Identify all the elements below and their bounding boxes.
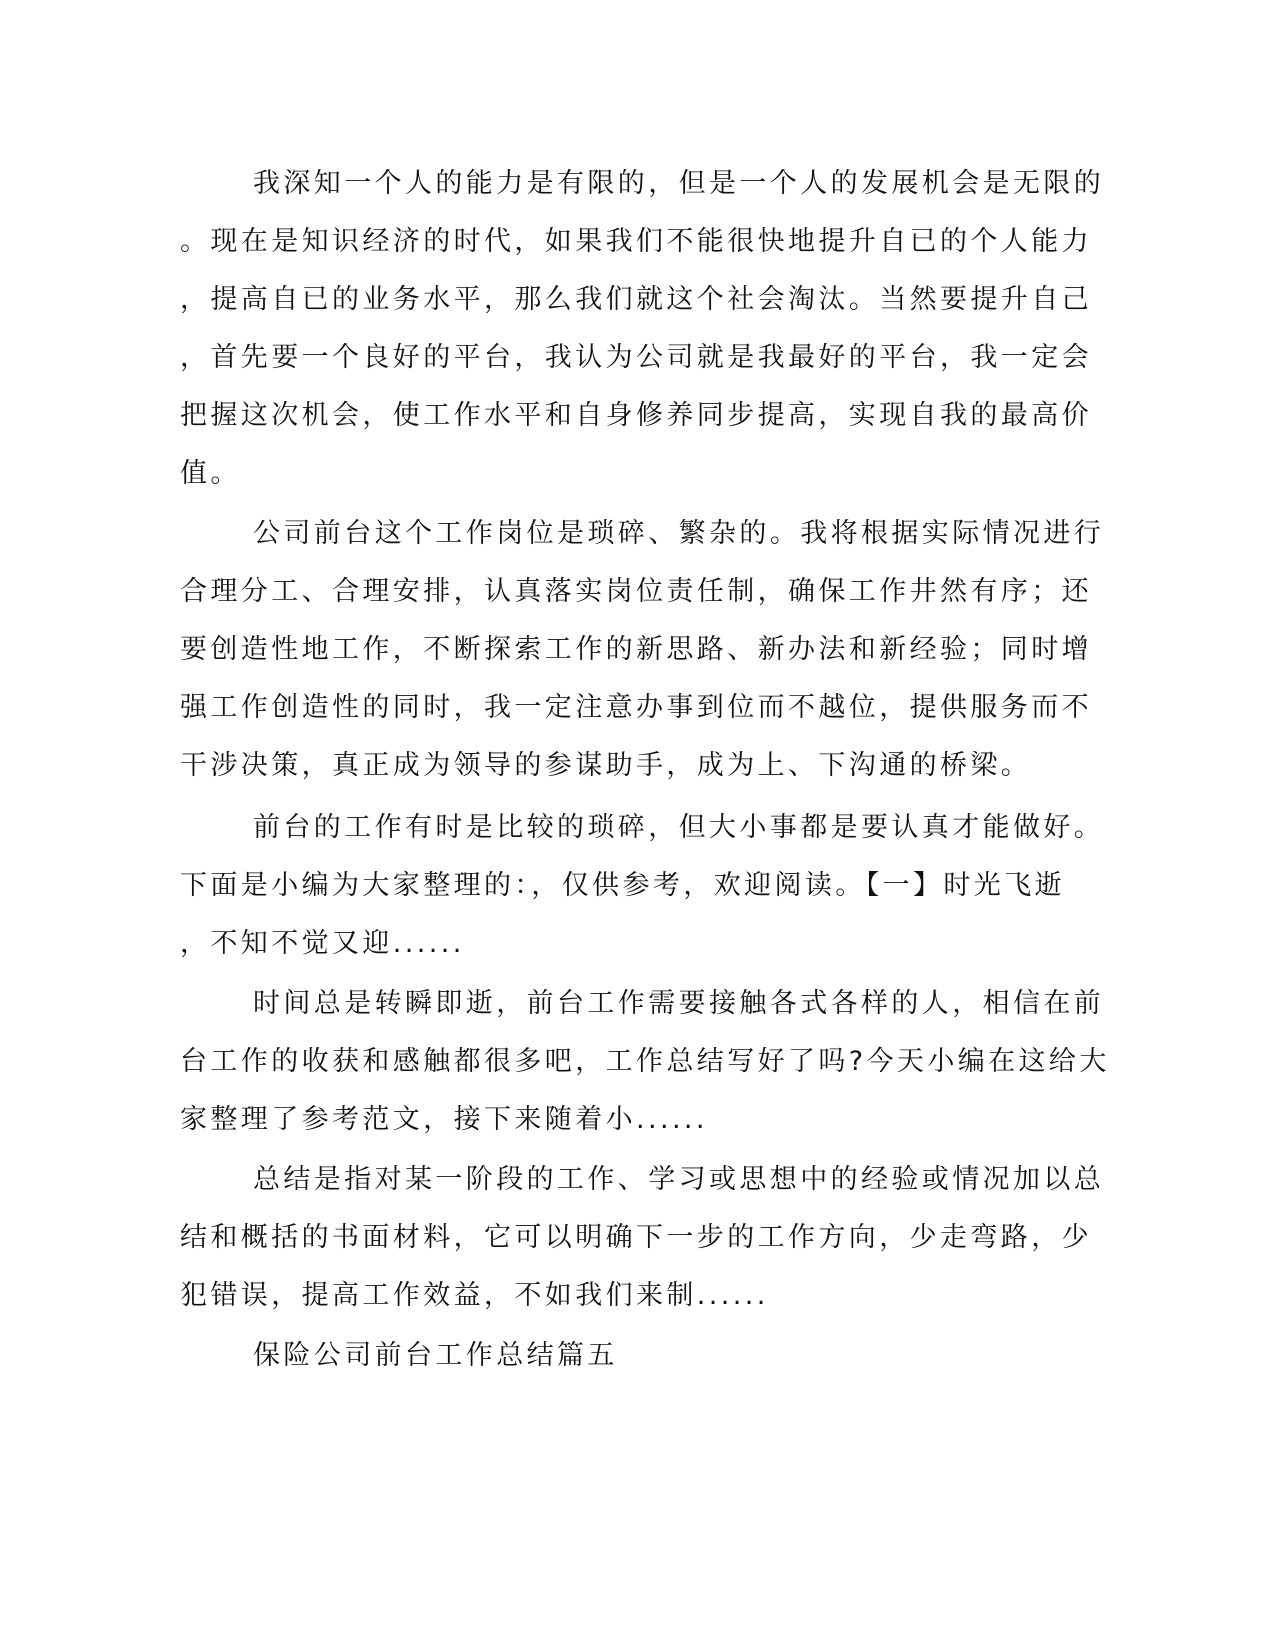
paragraph-5-line-1: 总结是指对某一阶段的工作、学习或思想中的经验或情况加以总 [253, 1164, 1105, 1195]
paragraph-1-line-1: 我深知一个人的能力是有限的，但是一个人的发展机会是无限的 [253, 168, 1105, 199]
section-heading: 保险公司前台工作总结篇五 [253, 1340, 618, 1371]
paragraph-1-line-5: 把握这次机会，使工作水平和自身修养同步提高，实现自我的最高价 [180, 400, 1092, 431]
paragraph-2-line-4: 强工作创造性的同时，我一定注意办事到位而不越位，提供服务而不 [180, 692, 1092, 723]
paragraph-3-line-1: 前台的工作有时是比较的琐碎，但大小事都是要认真才能做好。 [253, 812, 1105, 843]
paragraph-1-line-2: 。现在是知识经济的时代，如果我们不能很快地提升自已的个人能力 [180, 226, 1092, 257]
paragraph-5-line-3: 犯错误，提高工作效益，不如我们来制...... [180, 1280, 769, 1311]
paragraph-2-line-1: 公司前台这个工作岗位是琐碎、繁杂的。我将根据实际情况进行 [253, 518, 1105, 549]
paragraph-2-line-3: 要创造性地工作，不断探索工作的新思路、新办法和新经验；同时增 [180, 634, 1092, 665]
paragraph-1-line-4: ，首先要一个良好的平台，我认为公司就是我最好的平台，我一定会 [180, 342, 1092, 373]
paragraph-5-line-2: 结和概括的书面材料，它可以明确下一步的工作方向，少走弯路，少 [180, 1222, 1092, 1253]
paragraph-1-line-6: 值。 [180, 458, 241, 489]
paragraph-4-line-1: 时间总是转瞬即逝，前台工作需要接触各式各样的人，相信在前 [253, 988, 1105, 1019]
paragraph-1-line-3: ，提高自已的业务水平，那么我们就这个社会淘汰。当然要提升自己 [180, 284, 1092, 315]
paragraph-3-line-2: 下面是小编为大家整理的：，仅供参考，欢迎阅读。【一】时光飞逝 [180, 870, 1065, 901]
paragraph-4-line-3: 家整理了参考范文，接下来随着小...... [180, 1104, 708, 1135]
paragraph-4-line-2: 台工作的收获和感触都很多吧，工作总结写好了吗?今天小编在这给大 [180, 1046, 1110, 1077]
paragraph-2-line-5: 干涉决策，真正成为领导的参谋助手，成为上、下沟通的桥梁。 [180, 750, 1032, 781]
paragraph-2-line-2: 合理分工、合理安排，认真落实岗位责任制，确保工作井然有序；还 [180, 576, 1092, 607]
paragraph-3-line-3: ，不知不觉又迎...... [180, 928, 465, 959]
